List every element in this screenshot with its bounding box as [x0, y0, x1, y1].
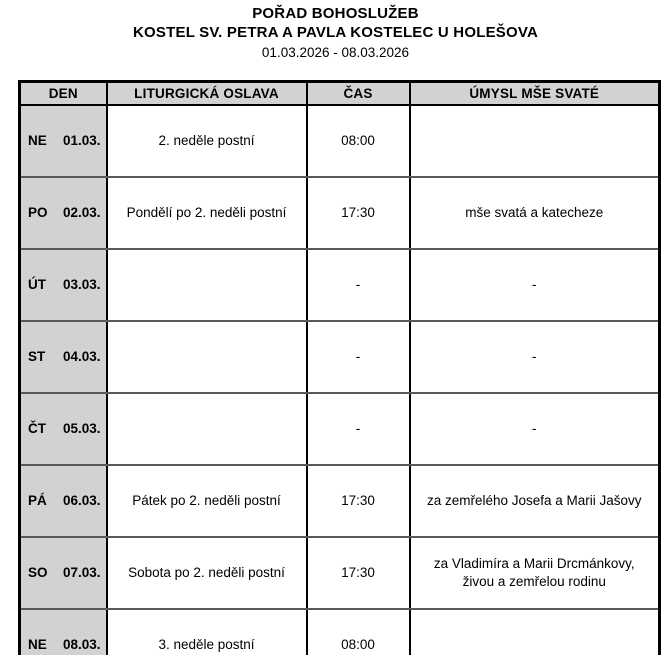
schedule-table	[18, 80, 661, 655]
time-cell: -	[307, 393, 410, 465]
day-date: 02.03.	[62, 204, 101, 220]
time-cell: 17:30	[307, 465, 410, 537]
day-cell	[20, 249, 107, 321]
intention-cell: -	[410, 321, 660, 393]
page-subtitle: KOSTEL SV. PETRA A PAVLA KOSTELEC U HOLEŠOVA	[133, 24, 538, 41]
day-abbrev: ST	[28, 348, 46, 364]
table-row	[20, 393, 660, 465]
table-header	[20, 82, 660, 106]
time-cell: 08:00	[307, 105, 410, 177]
day-date: 07.03.	[62, 564, 101, 580]
table-body	[20, 105, 660, 655]
time-cell: 17:30	[307, 177, 410, 249]
table-row	[20, 249, 660, 321]
intention-cell	[410, 105, 660, 177]
day-cell	[20, 105, 107, 177]
day-abbrev: PÁ	[28, 492, 47, 508]
celebration-cell	[107, 321, 307, 393]
column-header-den: DEN	[20, 82, 107, 106]
time-cell: 08:00	[307, 609, 410, 655]
day-date: 03.03.	[62, 276, 101, 292]
column-header-liturgicka-oslava: LITURGICKÁ OSLAVA	[107, 82, 307, 106]
intention-cell	[410, 609, 660, 655]
intention-cell: za Vladimíra a Marii Drcmánkovy, živou a zemřelou rodinu	[410, 537, 660, 609]
celebration-cell: Pátek po 2. neděli postní	[107, 465, 307, 537]
day-cell	[20, 537, 107, 609]
table-row	[20, 537, 660, 609]
day-cell	[20, 177, 107, 249]
time-cell: -	[307, 321, 410, 393]
time-cell: 17:30	[307, 537, 410, 609]
intention-cell: mše svatá a katecheze	[410, 177, 660, 249]
day-date: 04.03.	[62, 348, 101, 364]
day-abbrev: PO	[28, 204, 48, 220]
intention-cell: -	[410, 249, 660, 321]
day-date: 01.03.	[62, 132, 101, 148]
table-row	[20, 321, 660, 393]
day-abbrev: ÚT	[28, 276, 46, 292]
table-row	[20, 177, 660, 249]
table-row	[20, 609, 660, 655]
celebration-cell: 3. neděle postní	[107, 609, 307, 655]
day-cell	[20, 465, 107, 537]
table-row	[20, 105, 660, 177]
document-header	[0, 0, 671, 62]
celebration-cell: Sobota po 2. neděli postní	[107, 537, 307, 609]
celebration-cell	[107, 249, 307, 321]
day-cell	[20, 393, 107, 465]
date-range: 01.03.2026 - 08.03.2026	[261, 45, 410, 60]
day-cell	[20, 609, 107, 655]
header-row	[20, 82, 660, 106]
day-abbrev: SO	[28, 564, 48, 580]
day-date: 08.03.	[62, 636, 101, 652]
day-abbrev: NE	[28, 132, 47, 148]
celebration-cell: Pondělí po 2. neděli postní	[107, 177, 307, 249]
celebration-cell: 2. neděle postní	[107, 105, 307, 177]
day-cell	[20, 321, 107, 393]
intention-cell: za zemřelého Josefa a Marii Jašovy	[410, 465, 660, 537]
day-abbrev: ČT	[28, 420, 46, 436]
table-row	[20, 465, 660, 537]
column-header-cas: ČAS	[307, 82, 410, 106]
column-header-umysl-mse-svate: ÚMYSL MŠE SVATÉ	[410, 82, 660, 106]
day-abbrev: NE	[28, 636, 47, 652]
time-cell: -	[307, 249, 410, 321]
intention-cell: -	[410, 393, 660, 465]
day-date: 05.03.	[62, 420, 101, 436]
day-date: 06.03.	[62, 492, 101, 508]
page-title: POŘAD BOHOSLUŽEB	[252, 5, 419, 22]
celebration-cell	[107, 393, 307, 465]
